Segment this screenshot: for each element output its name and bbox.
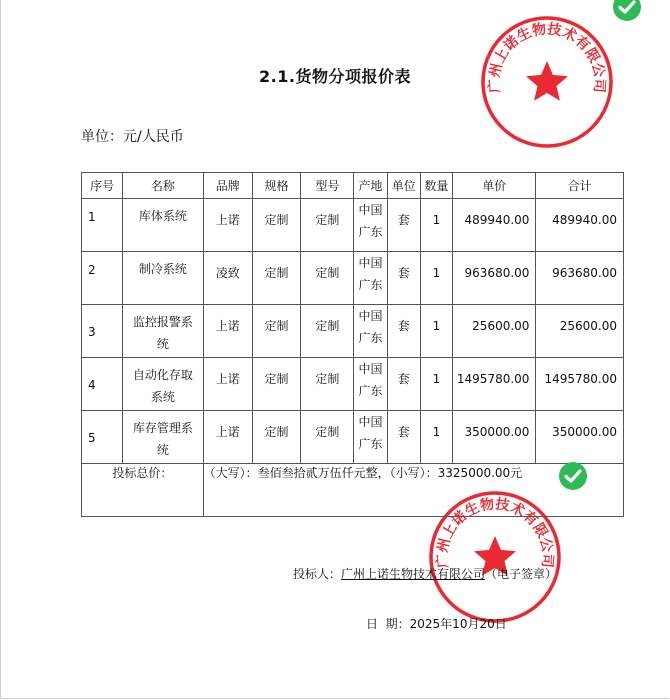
- header-total: 合计: [536, 173, 624, 199]
- row-brand: 上诺: [215, 213, 240, 227]
- row-brand: 凌致: [215, 266, 240, 280]
- header-model: 型号: [301, 173, 354, 199]
- row-quantity: 1: [432, 266, 441, 280]
- row-origin: 中国广东: [358, 415, 383, 451]
- row-total: 1495780.00: [544, 372, 617, 386]
- row-spec: 定制: [264, 213, 289, 227]
- row-index: 5: [88, 431, 96, 445]
- row-quantity: 1: [432, 372, 441, 386]
- row-name: 制冷系统: [138, 262, 187, 276]
- row-name: 库体系统: [138, 209, 187, 223]
- row-unit: 套: [397, 266, 410, 280]
- quote-table: [81, 172, 624, 517]
- header-name: 名称: [123, 173, 203, 199]
- table-row: [82, 358, 624, 411]
- row-index: 1: [88, 210, 96, 224]
- row-quantity: 1: [432, 425, 441, 439]
- currency-unit-label: 单位：元/人民币: [81, 129, 184, 145]
- seal-text: 广州上诺生物技术有限公司: [434, 496, 556, 569]
- row-origin: 中国广东: [358, 203, 383, 239]
- row-index: 3: [88, 325, 96, 339]
- row-brand: 上诺: [215, 319, 240, 333]
- row-model: 定制: [315, 372, 340, 386]
- row-name: 监控报警系统: [132, 315, 193, 351]
- row-model: 定制: [315, 266, 340, 280]
- row-index: 4: [88, 378, 96, 392]
- row-name: 自动化存取系统: [132, 368, 193, 404]
- date-line: [366, 615, 507, 632]
- check-circle-icon[interactable]: [612, 0, 642, 22]
- row-quantity: 1: [432, 319, 441, 333]
- row-origin: 中国广东: [358, 309, 383, 345]
- row-unit-price: 489940.00: [464, 213, 530, 227]
- bidder-line: [293, 565, 557, 582]
- total-price-label: 投标总价：: [82, 464, 204, 517]
- row-index: 2: [88, 263, 96, 277]
- table-row: [82, 411, 624, 464]
- table-header-row: [82, 173, 624, 199]
- row-brand: 上诺: [215, 425, 240, 439]
- row-unit-price: 1495780.00: [456, 372, 530, 386]
- seal-text: 广州上诺生物技术有限公司: [486, 21, 608, 94]
- row-quantity: 1: [432, 213, 441, 227]
- row-total: 25600.00: [559, 319, 617, 333]
- document-title: 2.1.货物分项报价表: [259, 67, 411, 86]
- header-unit-price: 单价: [452, 173, 535, 199]
- row-name: 库存管理系统: [132, 421, 193, 457]
- row-model: 定制: [315, 319, 340, 333]
- row-brand: 上诺: [215, 372, 240, 386]
- table-total-row: [82, 464, 624, 517]
- row-total: 963680.00: [552, 266, 617, 280]
- row-unit-price: 25600.00: [472, 319, 530, 333]
- header-quantity: 数量: [420, 173, 452, 199]
- bidder-label: 投标人：: [293, 567, 342, 581]
- header-index: 序号: [82, 173, 123, 199]
- row-spec: 定制: [264, 425, 289, 439]
- row-total: 350000.00: [552, 425, 617, 439]
- row-unit: 套: [397, 372, 410, 386]
- row-model: 定制: [315, 425, 340, 439]
- row-spec: 定制: [264, 372, 289, 386]
- row-unit: 套: [397, 425, 410, 439]
- header-origin: 产地: [354, 173, 387, 199]
- table-row: [82, 305, 624, 358]
- row-total: 489940.00: [552, 213, 617, 227]
- table-row: [82, 252, 624, 305]
- row-spec: 定制: [264, 319, 289, 333]
- table-row: [82, 199, 624, 252]
- row-unit: 套: [397, 213, 410, 227]
- row-unit-price: 963680.00: [464, 266, 530, 280]
- header-spec: 规格: [252, 173, 300, 199]
- row-spec: 定制: [264, 266, 289, 280]
- date-value: 2025年10月20日: [409, 617, 507, 631]
- row-origin: 中国广东: [358, 362, 383, 398]
- row-unit-price: 350000.00: [464, 425, 530, 439]
- check-circle-icon[interactable]: [558, 461, 588, 491]
- header-unit: 单位: [387, 173, 420, 199]
- total-price-value: （大写）：叁佰叁拾贰万伍仟元整，（小写）：3325000.00元: [203, 464, 623, 517]
- bidder-signature-note: （电子签章）: [485, 567, 558, 581]
- row-unit: 套: [397, 319, 410, 333]
- row-model: 定制: [315, 213, 340, 227]
- date-label: 日 期：: [366, 617, 410, 631]
- bidder-company-name: 广州上诺生物技术有限公司: [341, 567, 486, 581]
- row-origin: 中国广东: [358, 256, 383, 292]
- header-brand: 品牌: [203, 173, 252, 199]
